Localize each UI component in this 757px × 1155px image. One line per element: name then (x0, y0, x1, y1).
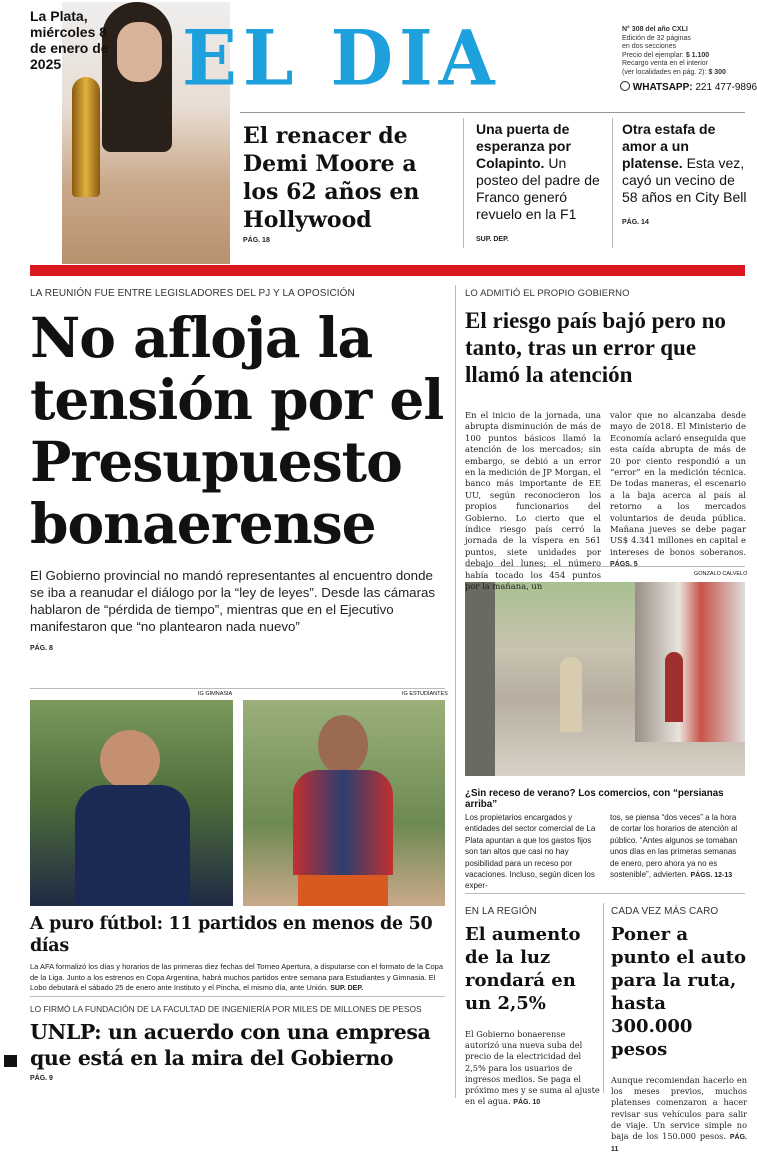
headline-rest: Esta vez, cayó un vecino de 58 años en City Bell (622, 155, 747, 205)
body-col2-text: valor que no alcanzaba desde mayo de 2018. El Ministerio de Economía aclaró enseguida que esta caída abrupta de más de 20 por ciento respondió a un “error” en la medición técnica. De todas maneras, el escenario a la baja acerca al país al retorno a los mercados voluntarios de deuda pública. Mañana jueves se debe pagar US$ 4.341 millones en capital e intereses de bonos soberanos. (610, 410, 746, 557)
headline: El aumento de la luz rondará en un 2,5% (465, 924, 581, 1014)
headline: Una puerta de esperanza por Colapinto. (476, 121, 571, 171)
photo-credit: GONZALO CALVELO (694, 571, 748, 577)
page-ref: SUP. DEP. (476, 236, 509, 243)
kicker: LO FIRMÓ LA FUNDACIÓN DE LA FACULTAD DE INGENIERÍA POR MILES DE MILLONES DE PESOS (30, 1004, 422, 1014)
surcharge: Recargo venta en el interior (622, 60, 708, 67)
body-col1: Los propietarios encargados y entidades del sector comercial de La Plata apuntan a que los gastos fijos son tan altos que casi no hay posibilidad para un receso por vacaciones. Incluso, según dicen los exper- (465, 813, 596, 891)
trophy-icon (72, 77, 100, 197)
page-ref: PÁGS. 5 (610, 561, 638, 569)
body-col2 (610, 812, 746, 881)
page-ref: PÁG. 11 (611, 1134, 747, 1154)
luz-story[interactable] (465, 906, 600, 1108)
location-date: La Plata, miércoles 8 de enero de 2025 (30, 8, 109, 72)
body-col2-text: tos, se piensa “dos veces” a la hora de cortar los horarios de atención al público. “Antes algunos se tomaban unos días en las primeras semanas de enero, pero ahora ya no es sostenible”, advierten. (610, 813, 738, 880)
estudiantes-player-photo (243, 700, 445, 906)
issue-info (622, 26, 726, 77)
headline: Poner a punto el auto para la ruta, hasta 300.000 pesos (611, 924, 746, 1060)
price-label: Precio del ejemplar: (622, 51, 684, 59)
photo-credit: IG ESTUDIANTES (402, 691, 448, 697)
body: La AFA formalizó los días y horarios de las primeras diez fechas del Torneo Apertura, a disputarse con el formato de la Copa de la Liga. Junto a los estrenos en Copa Argentina, habrá muchos partidos entre semana para Estudiantes y Gimnasia. El Lobo debutará el sábado 25 de enero ante Instituto y el Pincha, el mismo día, ante Unión. (30, 962, 444, 992)
top-story-demi[interactable] (243, 122, 453, 244)
headline: El riesgo país bajó pero no tanto, tras un error que llamó la atención (465, 308, 726, 387)
whatsapp[interactable] (620, 81, 757, 93)
page-ref: SUP. DEP. (330, 985, 364, 992)
unlp-story[interactable] (30, 1004, 450, 1082)
surcharge-price: $ 300 (708, 68, 726, 76)
football-story[interactable] (30, 913, 448, 995)
surcharge-note: (ver localidades en pág. 2): (622, 68, 707, 76)
page-ref: PÁG. 18 (243, 237, 270, 244)
comercios-street-photo (465, 582, 745, 776)
riesgo-story[interactable] (465, 288, 747, 388)
kicker: LA REUNIÓN FUE ENTRE LEGISLADORES DEL PJ Y LA OPOSICIÓN (30, 288, 355, 299)
whatsapp-label: WHATSAPP: (632, 82, 693, 93)
main-story[interactable] (30, 288, 448, 652)
sections: en dos secciones (622, 43, 677, 50)
summary: El Gobierno provincial no mandó representantes al encuentro donde se iba a reanudar el diálogo por la “ley de leyes”. Desde las cámaras hablaron de “pérdida de tiempo”, mientras que en el Ejecutivo manifestaron que “no plantearon nada nuevo” (30, 568, 436, 634)
body: Aunque recomiendan hacerlo en los meses previos, muchos platenses comenzaron a hacer revisar sus vehículos para salir de viaje. Un service simple no baja de los 150.000 pesos. (611, 1075, 747, 1142)
headline-rest: Un posteo del padre de Franco generó revuelo en la F1 (476, 155, 600, 222)
body-col1: En el inicio de la jornada, una abrupta disminución de más de 100 puntos básicos llamó la atención de los mercados; sin embargo, se debió a un error en la medición de JP Morgan, el banco más importante de EE UU, según reconocieron los propios funcionarios del Gobierno. Lo cierto que el índice riesgo país cerró la jornada de la víspera en 561 puntos, siete unidades por debajo del lunes; el número había tocado los 454 puntos por la mañana, un (465, 410, 601, 592)
edition: Edición de 32 páginas (622, 34, 691, 42)
top-story-colapinto[interactable] (476, 121, 606, 248)
whatsapp-number: 221 477-9896 (695, 82, 757, 93)
kicker: EN LA REGIÓN (465, 906, 537, 917)
main-headline: No afloja la tensión por el Presupuesto bonaerense (30, 305, 444, 556)
headline: UNLP: un acuerdo con una empresa que está en la mira del Gobierno (30, 1020, 431, 1070)
photo-credit: IG GIMNASIA (198, 691, 233, 697)
comercios-story[interactable] (465, 788, 747, 810)
body: El Gobierno bonaerense autorizó una nueva suba del precio de la electricidad del 2,5% para los usuarios de ingresos medios. Se paga el próximo mes y se suma al ajuste en el agua. (465, 1029, 600, 1107)
page-ref: PÁGS. 12-13 (690, 872, 733, 880)
top-story-estafa[interactable] (622, 121, 747, 231)
page-ref: PÁG. 14 (622, 219, 649, 226)
kicker: LO ADMITIÓ EL PROPIO GOBIERNO (465, 288, 630, 299)
headline: Otra estafa de amor a un platense. (622, 121, 716, 171)
red-divider (30, 265, 745, 276)
page-ref: PÁG. 8 (30, 645, 53, 652)
page-ref: PÁG. 9 (30, 1075, 53, 1082)
issue-number: N° 308 del año CXLI (622, 26, 688, 33)
whatsapp-icon (620, 81, 630, 91)
price: $ 1.100 (685, 51, 710, 59)
bullet-marker (4, 1055, 17, 1067)
headline: El renacer de Demi Moore a los 62 años en Hollywood (243, 123, 420, 233)
kicker: CADA VEZ MÁS CARO (611, 906, 719, 917)
logo: EL DIA (182, 12, 501, 103)
headline: A puro fútbol: 11 partidos en menos de 50 días (30, 914, 433, 956)
gimnasia-coach-photo (30, 700, 233, 906)
auto-story[interactable] (611, 906, 747, 1155)
body-col2 (610, 410, 746, 571)
page-ref: PÁG. 10 (513, 1099, 541, 1107)
headline: ¿Sin receso de verano? Los comercios, con “persianas arriba” (465, 788, 724, 810)
